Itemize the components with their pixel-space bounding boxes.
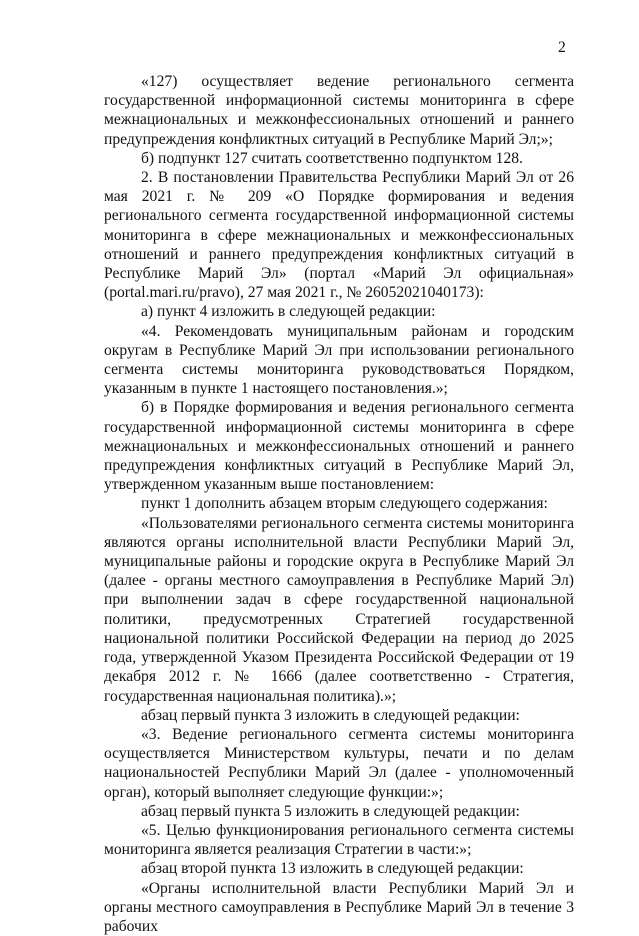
paragraph-item-a: а) пункт 4 изложить в следующей редакции: bbox=[141, 303, 436, 321]
paragraph-item-b: б) в Порядке формирования и ведения регионального сегмента государственной информационной системы мониторинга в сфере межнациональных и межконфессиональных отношений и раннего предупреждения конфликтных ситуаций в Республике Марий Эл, утвержденном указанным выше постановлением: bbox=[104, 399, 574, 494]
paragraph-users-definition: «Пользователями регионального сегмента системы мониторинга являются органы исполнительной власти Республики Марий Эл, муниципальные районы и городские округа в Республике Марий Эл (далее - органы местного самоуправления в Республике Марий Эл) при выполнении задач в сфере государственной национальной политики, предусмотренных Стратегией государственной национальной политики Российской Федерации на период до 2025 года, утвержденной Указом Президента Российской Федерации от 19 декабря 2012 г. № 1666 (далее соответственно - Стратегия, государственная национальная политика).»; bbox=[104, 514, 574, 705]
paragraph-point-5-intro: абзац первый пункта 5 изложить в следующей редакции: bbox=[141, 802, 520, 820]
paragraph-point-13-intro: абзац второй пункта 13 изложить в следующей редакции: bbox=[141, 860, 524, 878]
document-body bbox=[104, 72, 574, 936]
paragraph-amendment-127: «127) осуществляет ведение регионального сегмента государственной информационной системы мониторинга в сфере межнациональных и межконфессиональных отношений и раннего предупреждения конфликтных ситуаций в Республике Марий Эл;»; bbox=[104, 73, 574, 148]
paragraph-point-13-text: «Органы исполнительной власти Республики Марий Эл и органы местного самоуправления в Республике Марий Эл в течение 3 рабочих bbox=[104, 879, 574, 935]
paragraph-point-3-intro: абзац первый пункта 3 изложить в следующей редакции: bbox=[141, 706, 520, 724]
paragraph-point-4-text: «4. Рекомендовать муниципальным районам и городским округам в Республике Марий Эл при использовании регионального сегмента системы мониторинга руководствоваться Порядком, указанным в пункте 1 настоящего постановления.»; bbox=[104, 322, 574, 398]
paragraph-point-1-addition: пункт 1 дополнить абзацем вторым следующего содержания: bbox=[141, 495, 548, 513]
paragraph-section-2: 2. В постановлении Правительства Республики Марий Эл от 26 мая 2021 г. № 209 «О Порядке формирования и ведения регионального сегмента государственной информационной системы мониторинга в сфере межнациональных и межконфессиональных отношений и раннего предупреждения конфликтных ситуаций в Республике Марий Эл» (портал «Марий Эл официальная» (portal.mari.ru/pravo), 27 мая 2021 г., № 26052021040173): bbox=[104, 169, 574, 302]
page-number: 2 bbox=[558, 39, 566, 56]
paragraph-point-5-text: «5. Целью функционирования регионального сегмента системы мониторинга является реализация Стратегии в части:»; bbox=[104, 821, 574, 859]
paragraph-subclause-renumber: б) подпункт 127 считать соответственно подпунктом 128. bbox=[141, 149, 523, 167]
paragraph-point-3-text: «3. Ведение регионального сегмента системы мониторинга осуществляется Министерством культуры, печати и по делам национальностей Республики Марий Эл (далее - уполномоченный орган), который выполняет следующие функции:»; bbox=[104, 725, 574, 801]
